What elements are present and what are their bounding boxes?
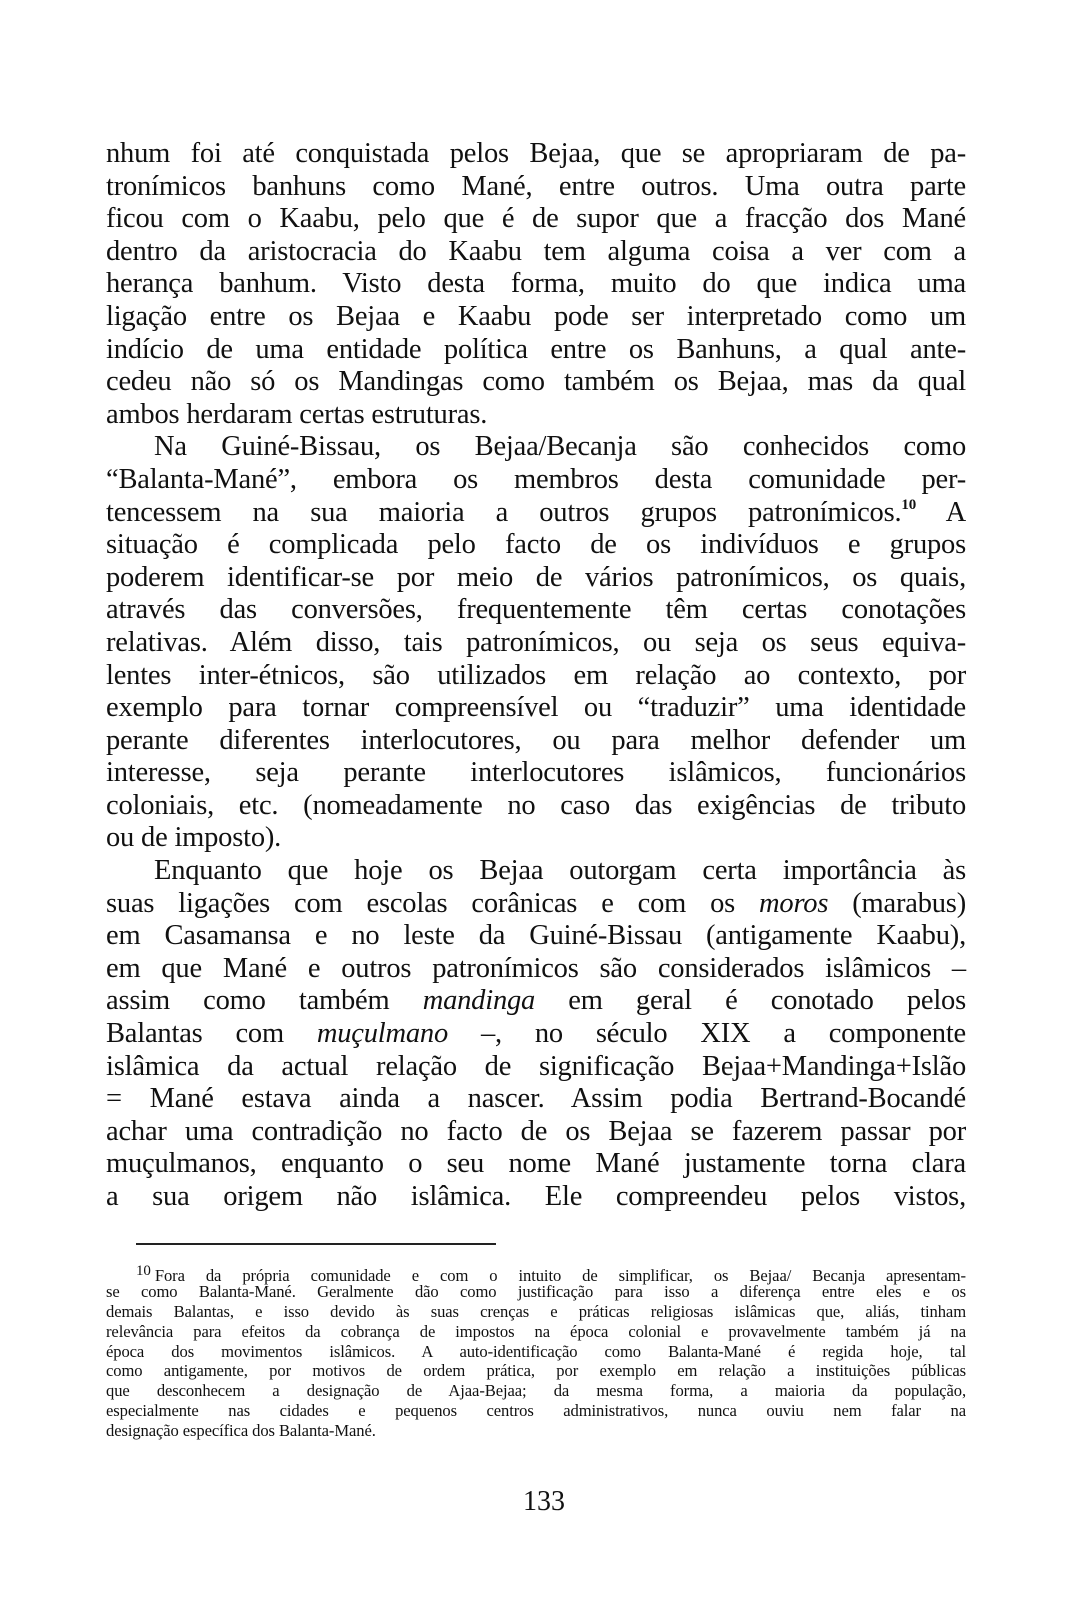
text-line: ou de imposto). <box>106 822 282 854</box>
italic-term: moros <box>759 887 829 919</box>
text-fragment: suas ligações com escolas corânicas e com os <box>106 887 736 919</box>
text-line: Enquanto que hoje os Bejaa outorgam certa importância às <box>154 855 966 887</box>
footnote-line <box>106 1262 966 1285</box>
text-line: em que Mané e outros patronímicos são considerados islâmicos – <box>106 952 966 984</box>
text-line <box>106 985 966 1018</box>
footnote-line: que desconhecem a designação de Ajaa-Bejaa; da mesma forma, a maioria da população, <box>106 1381 966 1401</box>
text-line: islâmica da actual relação de significação Bejaa+Mandinga+Islão <box>106 1050 966 1082</box>
italic-term: mandinga <box>422 985 536 1017</box>
footnote-line: especialmente nas cidades e pequenos centros administrativos, nunca ouviu nem falar na <box>106 1401 966 1421</box>
text-line: lentes inter-étnicos, são utilizados em relação ao contexto, por <box>106 659 966 691</box>
text-fragment: (marabus) <box>828 887 966 919</box>
text-line: através das conversões, frequentemente têm certas conotações <box>106 594 966 626</box>
footnote-line: como antigamente, por motivos de ordem prática, por exemplo em relação a instituições públicas <box>106 1361 966 1381</box>
text-fragment: –, no século XIX a componente <box>448 1018 966 1050</box>
footnote-divider <box>136 1243 496 1245</box>
text-line: indício de uma entidade política entre os Banhuns, a qual ante- <box>106 333 966 365</box>
text-line: ligação entre os Bejaa e Kaabu pode ser interpretado como um <box>106 300 966 332</box>
text-line: herança banhum. Visto desta forma, muito do que indica uma <box>106 268 966 300</box>
text-line: cedeu não só os Mandingas como também os Bejaa, mas da qual <box>106 366 966 398</box>
text-line: relativas. Além disso, tais patronímicos, ou seja os seus equiva- <box>106 626 966 658</box>
footnote-line: demais Balantas, e isso devido às suas crenças e práticas religiosas islâmicas que, aliás, tinham <box>106 1301 966 1321</box>
main-text <box>106 138 966 1214</box>
footnote-line: relevância para efeitos da cobrança de impostos na época colonial e provavelmente também já na <box>106 1321 966 1341</box>
text-line: a sua origem não islâmica. Ele compreendeu pelos vistos, <box>106 1181 966 1212</box>
text-fragment: assim como também <box>106 985 390 1017</box>
text-line: tronímicos banhuns como Mané, entre outros. Uma outra parte <box>106 170 966 202</box>
italic-term: muçulmano <box>316 1018 449 1050</box>
text-line: muçulmanos, enquanto o seu nome Mané justamente torna clara <box>106 1148 966 1180</box>
text-fragment: tencessem na sua maioria a outros grupos patronímicos. <box>106 496 902 528</box>
footnote <box>106 1262 966 1441</box>
text-line: poderem identificar-se por meio de vários patronímicos, os quais, <box>106 561 966 593</box>
footnote-number: 10 <box>136 1263 151 1279</box>
footnote-line: época dos movimentos islâmicos. A auto-identificação como Balanta-Mané é regida hoje, tal <box>106 1341 966 1361</box>
text-fragment: Fora da própria comunidade e com o intuito de simplificar, os Bejaa/ Becanja apresentam- <box>154 1266 966 1285</box>
text-line: achar uma contradição no facto de os Bejaa se fazerem passar por <box>106 1115 966 1147</box>
text-line <box>106 888 966 921</box>
text-line <box>106 497 966 530</box>
text-fragment: A <box>916 496 966 528</box>
footnote-line: designação específica dos Balanta-Mané. <box>106 1421 376 1441</box>
text-line: em Casamansa e no leste da Guiné-Bissau (antigamente Kaabu), <box>106 920 966 952</box>
text-fragment: Balantas com <box>106 1018 284 1050</box>
page-number: 133 <box>523 1486 565 1517</box>
text-line: nhum foi até conquistada pelos Bejaa, que se apropriaram de pa- <box>106 138 966 169</box>
text-line: = Mané estava ainda a nascer. Assim podia Bertrand-Bocandé <box>106 1083 966 1115</box>
text-line: perante diferentes interlocutores, ou para melhor defender um <box>106 724 966 756</box>
text-line: interesse, seja perante interlocutores islâmicos, funcionários <box>106 757 966 789</box>
text-line: coloniais, etc. (nomeadamente no caso das exigências de tributo <box>106 789 966 821</box>
text-line: ambos herdaram certas estruturas. <box>106 398 488 430</box>
text-line: “Balanta-Mané”, embora os membros desta comunidade per- <box>106 463 966 495</box>
text-line: situação é complicada pelo facto de os indivíduos e grupos <box>106 529 966 561</box>
footnote-line: se como Balanta-Mané. Geralmente dão como justificação para isso a diferença entre eles e os <box>106 1281 966 1301</box>
text-line: Na Guiné-Bissau, os Bejaa/Becanja são conhecidos como <box>154 431 966 463</box>
text-line <box>106 1018 966 1051</box>
footnote-reference[interactable]: 10 <box>901 496 916 513</box>
text-line: exemplo para tornar compreensível ou “traduzir” uma identidade <box>106 692 966 724</box>
text-fragment: em geral é conotado pelos <box>535 985 966 1017</box>
text-line: dentro da aristocracia do Kaabu tem alguma coisa a ver com a <box>106 235 966 267</box>
text-line: ficou com o Kaabu, pelo que é de supor que a fracção dos Mané <box>106 203 966 235</box>
